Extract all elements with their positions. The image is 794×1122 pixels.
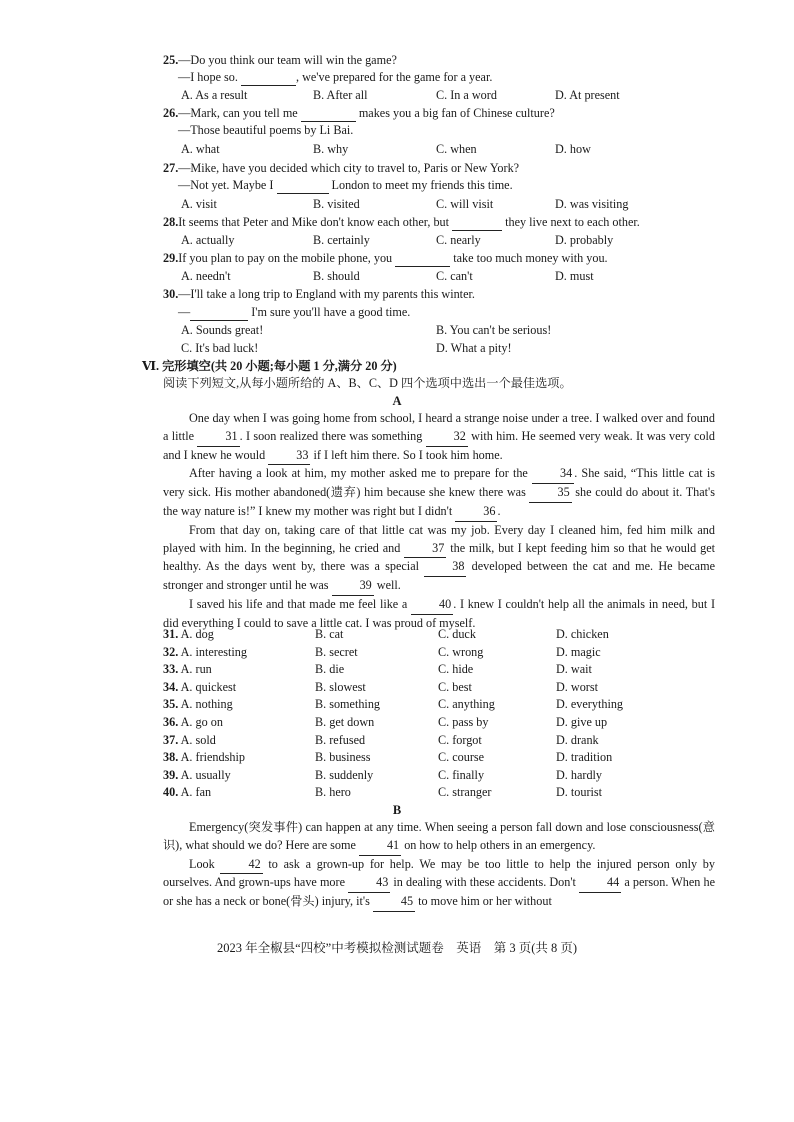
option-a: A. dog [180,627,214,641]
passage-text: . I knew I couldn't help all the animals in need, but I did everything I could to save a little cat. I was proud of myself. [163,596,715,630]
answer-blank[interactable] [241,69,296,86]
option-d: D. What a pity! [436,341,512,355]
blank-36[interactable]: 36 [455,503,497,522]
option-b: B. slowest [315,679,366,694]
passage-text: developed between the cat and me. He became stronger and stronger until he was [163,559,715,593]
passage-text: in dealing with these accidents. Don't [390,875,580,890]
blank-45[interactable]: 45 [373,893,415,912]
question-29 [163,250,608,267]
question-text: makes you a big fan of Chinese culture? [358,106,555,120]
question-number: 40. [163,785,179,800]
option-a: A. go on [180,715,223,729]
question-text: — [178,305,191,319]
question-number: 25. [163,53,179,67]
option-a: A. visit [181,197,217,211]
passage-text: well. [373,578,401,593]
option-b: B. You can't be serious! [436,323,552,337]
option-d: D. everything [556,697,624,712]
option-b: B. visited [313,197,360,211]
passage-text: she could do about it. That's the way nature is!” I knew my mother was right but I didn't [163,485,715,518]
passage-text: I saved his life and that made me feel like a [189,596,412,611]
option-row-start [163,626,214,642]
option-row-start [163,784,211,800]
option-b: B. cat [315,627,344,641]
option-row-start [163,767,231,783]
option-row-start [163,661,212,677]
passage-text: to move him or her without [415,894,552,909]
option-c: C. anything [438,697,495,712]
option-row-start [163,679,236,695]
passage-b-paragraph-2 [163,856,715,912]
option-row-start [163,714,223,730]
question-number: 31. [163,627,179,641]
passage-text: From that day on, taking care of that little cat was my job. Every day I cleaned him, fed him milk and played with him. In the beginning, he cried and [163,522,715,555]
question-number: 35. [163,697,179,712]
option-c: C. pass by [438,715,489,729]
passage-a-paragraph-3 [163,522,715,596]
question-text: It seems that Peter and Mike don't know each other, but [178,215,450,229]
question-28 [163,214,640,231]
question-26-line2: —Those beautiful poems by Li Bai. [178,123,354,137]
question-25 [163,52,397,68]
question-number: 29. [163,251,179,265]
option-b: B. get down [315,715,375,729]
question-number: 33. [163,662,179,677]
option-a: A. quickest [180,679,237,694]
option-d: D. hardly [556,767,603,782]
blank-41[interactable]: 41 [359,837,401,856]
question-number: 37. [163,732,179,747]
passage-text: to ask a grown-up for help. We may be too little to help the injured person only by ourselves. And grown-ups have more [163,856,715,890]
option-b: B. certainly [313,233,370,247]
blank-34[interactable]: 34 [532,465,574,484]
question-text: —Not yet. Maybe I [178,178,274,192]
passage-text: . [497,503,501,518]
question-text: I'm sure you'll have a good time. [251,305,411,319]
passage-b [163,819,715,912]
option-a: A. fan [180,785,212,800]
option-row-start [163,696,233,712]
option-b: B. something [315,697,381,712]
option-a: A. As a result [181,88,248,102]
blank-32[interactable]: 32 [426,428,468,447]
blank-40[interactable]: 40 [411,596,453,615]
option-c: C. nearly [436,233,481,247]
page-footer: 2023 年全椒县“四校”中考模拟检测试题卷 英语 第 3 页(共 8 页) [216,941,578,955]
passage-a-label: A [392,394,402,408]
option-c: C. will visit [436,197,494,211]
question-30 [163,286,475,302]
question-25-line2 [178,69,492,86]
option-d: D. must [555,269,594,283]
option-a: A. nothing [180,697,233,712]
blank-35[interactable]: 35 [529,484,571,503]
question-number: 30. [163,287,179,301]
blank-33[interactable]: 33 [268,447,310,466]
blank-31[interactable]: 31 [197,428,239,447]
option-c: C. forgot [438,732,482,747]
option-d: D. tradition [556,750,613,765]
option-a: A. actually [181,233,235,247]
question-number: 39. [163,767,179,782]
question-number: 26. [163,106,179,120]
option-c: C. can't [436,269,473,283]
option-c: C. best [438,679,472,694]
option-d: D. give up [556,715,608,729]
question-26 [163,105,555,122]
question-text: —Mike, have you decided which city to travel to, Paris or New York? [178,161,520,175]
question-27-line2 [178,177,513,194]
option-d: D. tourist [556,785,603,800]
option-c: C. It's bad luck! [181,341,259,355]
option-d: D. was visiting [555,197,629,211]
option-row-start [163,749,245,765]
option-c: C. hide [438,662,474,677]
section-instruction: 阅读下列短文,从每小题所给的 A、B、C、D 四个选项中选出一个最佳选项。 [163,376,572,390]
option-d: D. magic [556,644,601,659]
option-c: C. In a word [436,88,497,102]
option-d: D. worst [556,679,598,694]
passage-text: One day when I was going home from school, I heard a strange noise under a tree. I walked over and found a little [163,411,715,443]
option-a: A. friendship [180,750,245,765]
option-d: D. At present [555,88,620,102]
passage-text: with him. He seemed very weak. It was very cold and I knew he would [163,428,715,462]
blank-37[interactable]: 37 [404,540,446,559]
section-title: Ⅵ. 完形填空(共 20 小题;每小题 1 分,满分 20 分) [142,359,397,373]
question-number: 28. [163,215,179,229]
question-number: 32. [163,644,179,659]
option-row-start [163,732,216,748]
option-d: D. how [555,142,591,156]
option-b: B. After all [313,88,368,102]
option-row-start [163,644,247,660]
option-a: A. usually [180,767,231,782]
passage-text: a person. When he or she has a neck or bone(骨头) injury, it's [163,875,715,909]
option-a: A. needn't [181,269,231,283]
option-a: A. what [181,142,220,156]
blank-42[interactable]: 42 [220,856,262,875]
option-b: B. secret [315,644,358,659]
option-c: C. course [438,750,485,765]
blank-38[interactable]: 38 [424,558,466,577]
option-b: B. suddenly [315,767,374,782]
passage-b-paragraph-1 [163,819,715,856]
option-d: D. drank [556,732,599,747]
option-b: B. should [313,269,360,283]
option-b: B. business [315,750,371,765]
blank-43[interactable]: 43 [348,874,390,893]
passage-text: After having a look at him, my mother asked me to prepare for the [189,466,533,481]
question-text: —I hope so. [178,70,238,84]
question-text: —I'll take a long trip to England with my parents this winter. [178,287,475,301]
question-text: If you plan to pay on the mobile phone, you [178,251,393,265]
option-d: D. wait [556,662,592,677]
question-text: London to meet my friends this time. [331,178,513,192]
question-27 [163,160,519,176]
passage-text: . I soon realized there was something [239,428,426,443]
passage-a [163,410,715,633]
passage-b-label: B [392,803,402,817]
question-text: , we've prepared for the game for a year. [295,70,493,84]
answer-blank[interactable] [395,250,450,267]
option-d: D. probably [555,233,614,247]
passage-text: the milk, but I kept feeding him so that he would get healthy. As the days went by, there was a special [163,540,716,574]
option-c: C. duck [438,627,476,641]
passage-a-paragraph-1 [163,410,715,465]
passage-text: if I left him there. So I took him home. [310,447,503,462]
option-b: B. hero [315,785,351,800]
question-text: —Do you think our team will win the game? [178,53,397,67]
option-a: A. interesting [180,644,247,659]
option-c: C. finally [438,767,485,782]
question-30-line2 [178,304,410,321]
option-c: C. when [436,142,477,156]
question-number: 36. [163,715,179,729]
option-d: D. chicken [556,627,609,641]
passage-a-paragraph-2 [163,465,715,521]
question-text: —Mark, can you tell me [178,106,298,120]
question-number: 38. [163,750,179,765]
option-b: B. die [315,662,345,677]
blank-39[interactable]: 39 [332,577,374,596]
answer-blank[interactable] [301,105,356,122]
passage-text: on how to help others in an emergency. [401,837,596,852]
option-c: C. stranger [438,785,492,800]
question-text: take too much money with you. [453,251,608,265]
answer-blank[interactable] [452,214,502,231]
option-b: B. refused [315,732,366,747]
passage-text: Look [189,856,221,871]
option-c: C. wrong [438,644,484,659]
option-a: A. sold [180,732,216,747]
passage-text: Emergency(突发事件) can happen at any time. When seeing a person fall down and lose consciousness(意识), what should we do? Here are some [163,820,715,852]
question-number: 34. [163,679,179,694]
option-a: A. Sounds great! [181,323,264,337]
answer-blank[interactable] [277,177,329,194]
option-b: B. why [313,142,349,156]
passage-text: . She said, “This little cat is very sick. His mother abandoned(遗弃) him because she knew there was [163,466,715,500]
option-a: A. run [180,662,212,677]
question-text: they live next to each other. [505,215,640,229]
question-number: 27. [163,161,179,175]
blank-44[interactable]: 44 [579,874,621,893]
answer-blank[interactable] [190,304,248,321]
